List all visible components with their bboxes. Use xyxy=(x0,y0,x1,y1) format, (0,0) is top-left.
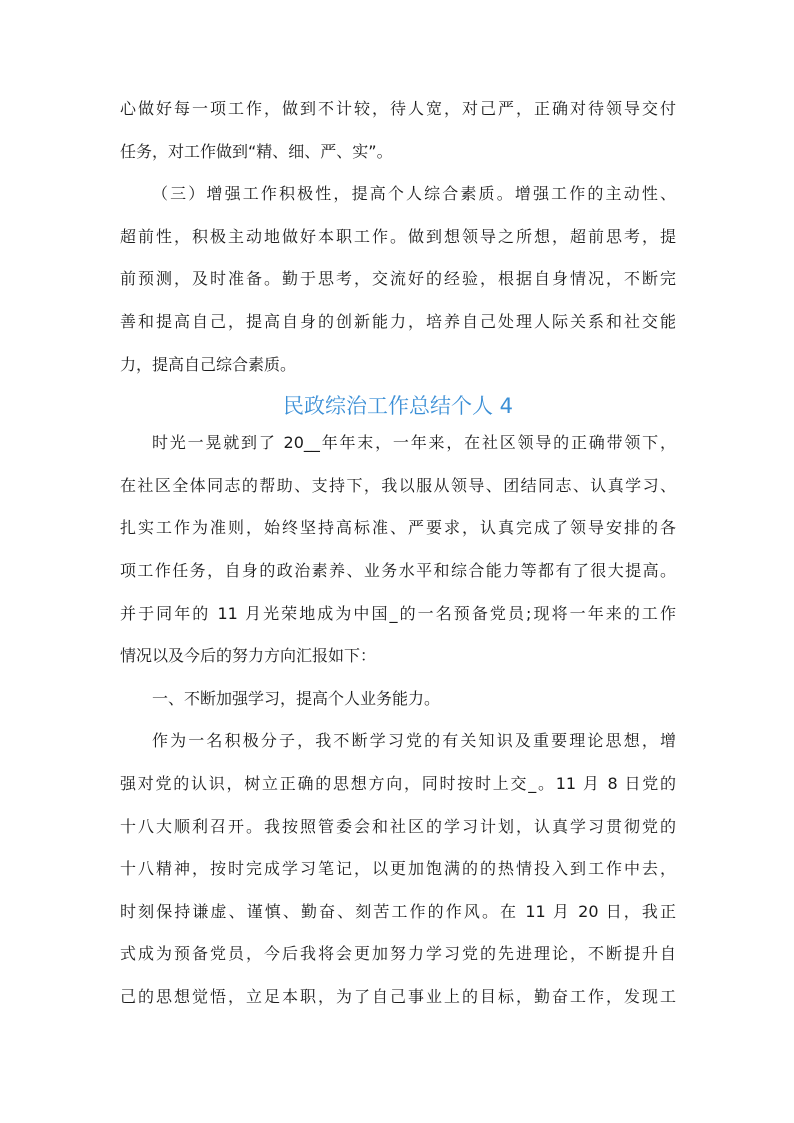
paragraph-line: 十八精神，按时完成学习笔记，以更加饱满的的热情投入到工作中去， xyxy=(120,859,676,879)
paragraph-line: 心做好每一项工作，做到不计较，待人宽，对己严，正确对待领导交付 xyxy=(120,99,676,118)
paragraph-line: 项工作任务，自身的政治素养、业务水平和综合能力等都有了很大提高。 xyxy=(120,560,676,580)
paragraph-line: 超前性，积极主动地做好本职工作。做到想领导之所想，超前思考，提 xyxy=(120,226,676,246)
paragraph-line: 时光一晃就到了 20__年年末，一年来，在社区领导的正确带领下， xyxy=(152,433,676,453)
paragraph-line: 时刻保持谦虚、谨慎、勤奋、刻苦工作的作风。在 11 月 20 日，我正 xyxy=(120,901,676,921)
paragraph-line: 并于同年的 11 月光荣地成为中国_的一名预备党员;现将一年来的工作 xyxy=(120,603,676,623)
paragraph-line: 情况以及今后的努力方向汇报如下： xyxy=(120,646,377,666)
paragraph-line: 在社区全体同志的帮助、支持下，我以服从领导、团结同志、认真学习、 xyxy=(120,475,676,495)
paragraph-line: 力，提高自己综合素质。 xyxy=(120,354,297,374)
section-heading: 民政综治工作总结个人 4 xyxy=(282,394,514,419)
paragraph-line: 己的思想觉悟，立足本职，为了自己事业上的目标，勤奋工作，发现工 xyxy=(120,986,676,1006)
paragraph-line: 式成为预备党员，今后我将会更加努力学习党的先进理论，不断提升自 xyxy=(120,944,676,964)
paragraph-line: 十八大顺利召开。我按照管委会和社区的学习计划，认真学习贯彻党的 xyxy=(120,816,676,836)
paragraph-line: 善和提高自己，提高自身的创新能力，培养自己处理人际关系和社交能 xyxy=(120,311,676,331)
paragraph-line: （三）增强工作积极性，提高个人综合素质。增强工作的主动性、 xyxy=(152,184,676,204)
paragraph-line: 一、不断加强学习，提高个人业务能力。 xyxy=(152,688,441,708)
paragraph-line: 任务，对工作做到“精、细、严、实”。 xyxy=(120,141,393,161)
paragraph-line: 强对党的认识，树立正确的思想方向，同时按时上交_。11 月 8 日党的 xyxy=(120,773,676,793)
paragraph-line: 扎实工作为准则，始终坚持高标准、严要求，认真完成了领导安排的各 xyxy=(120,518,676,538)
paragraph-line: 作为一名积极分子，我不断学习党的有关知识及重要理论思想，增 xyxy=(152,731,676,751)
paragraph-line: 前预测，及时准备。勤于思考，交流好的经验，根据自身情况，不断完 xyxy=(120,269,676,289)
document-body xyxy=(120,99,676,1029)
